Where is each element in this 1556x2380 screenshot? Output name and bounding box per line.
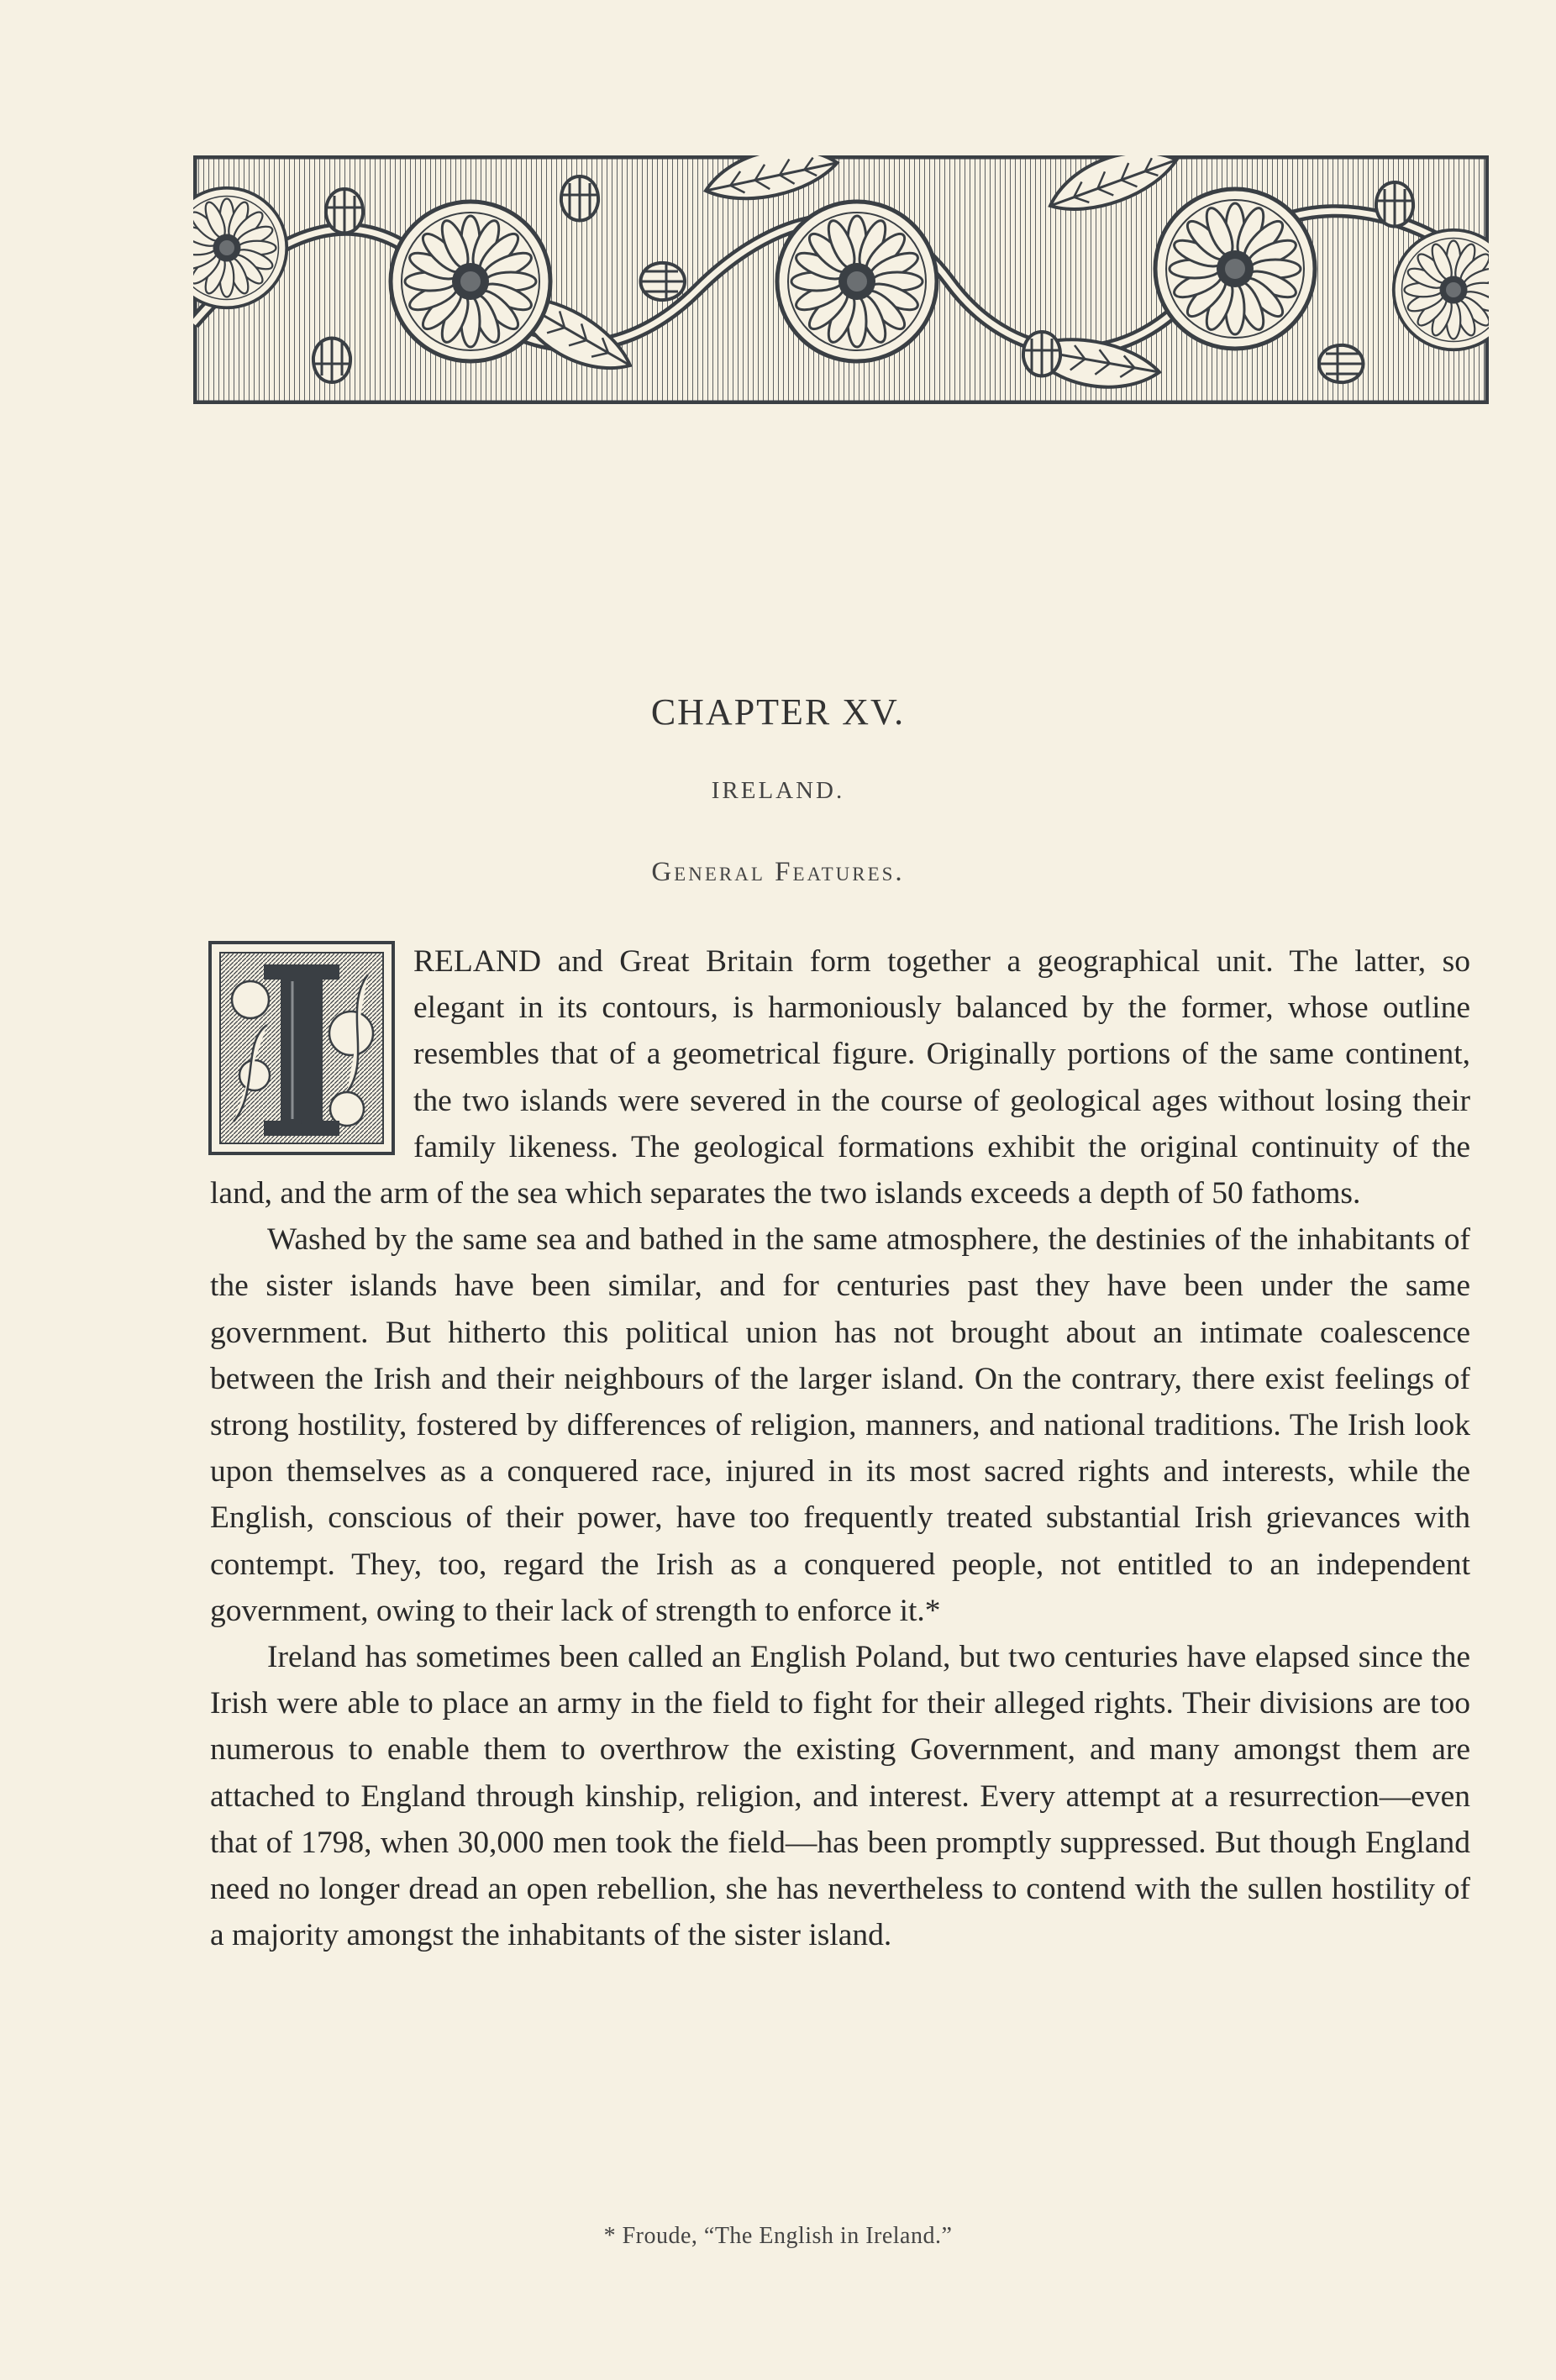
paragraph-1 bbox=[210, 938, 1470, 1216]
drop-cap bbox=[208, 941, 395, 1155]
chapter-title: CHAPTER XV. bbox=[650, 691, 906, 733]
footnote: * Froude, “The English in Ireland.” bbox=[603, 2223, 953, 2249]
body-text bbox=[210, 938, 1470, 1958]
drop-cap-ornament bbox=[208, 941, 395, 1155]
paragraph-2: Washed by the same sea and bathed in the same atmosphere, the destinies of the inhabitants of the sister islands have been similar, and for centuries past they have been under the same government. But hitherto this political union has not brought about an intimate coalescence between the Irish and their neighbours of the larger island. On the contrary, there exist feelings of strong hostility, fostered by differences of religion, manners, and national traditions. The Irish look upon themselves as a conquered race, injured in its most sacred rights and interests, while the English, conscious of their power, have too frequently treated substantial Irish grievances with contempt. They, too, regard the Irish as a conquered people, not entitled to an independent government, owing to their lack of strength to enforce it.* bbox=[210, 1222, 1470, 1628]
section-title: General Features. bbox=[651, 857, 905, 887]
floral-frieze-illustration bbox=[193, 155, 1489, 404]
paragraph-3: Ireland has sometimes been called an English Poland, but two centuries have elapsed since the Irish were able to place an army in the field to fight for their alleged rights. Their divisions are too numerous to enable them to overthrow the existing Government, and many amongst them are attached to England through kinship, religion, and interest. Every attempt at a resurrection—even that of 1798, when 30,000 men took the field—has been promptly suppressed. But though England need no longer dread an open rebellion, she has nevertheless to contend with the sullen hostility of a majority amongst the inhabitants of the sister island. bbox=[210, 1640, 1470, 1953]
drop-cap-letter: I bbox=[300, 1118, 303, 1126]
chapter-subject: IRELAND. bbox=[711, 777, 845, 804]
paragraph-1-text: RELAND and Great Britain form together a geographical unit. The latter, so elegant in its contours, is harmoniously balanced by the former, whose outline resembles that of a geometrical figure. Originally portions of the same continent, the two islands were severed in the course of geological ages without losing their family likeness. The geological formations exhibit the original continuity of the land, and the arm of the sea which separates the two islands exceeds a depth of 50 fathoms. bbox=[210, 944, 1470, 1211]
decorative-headband bbox=[193, 155, 1489, 404]
